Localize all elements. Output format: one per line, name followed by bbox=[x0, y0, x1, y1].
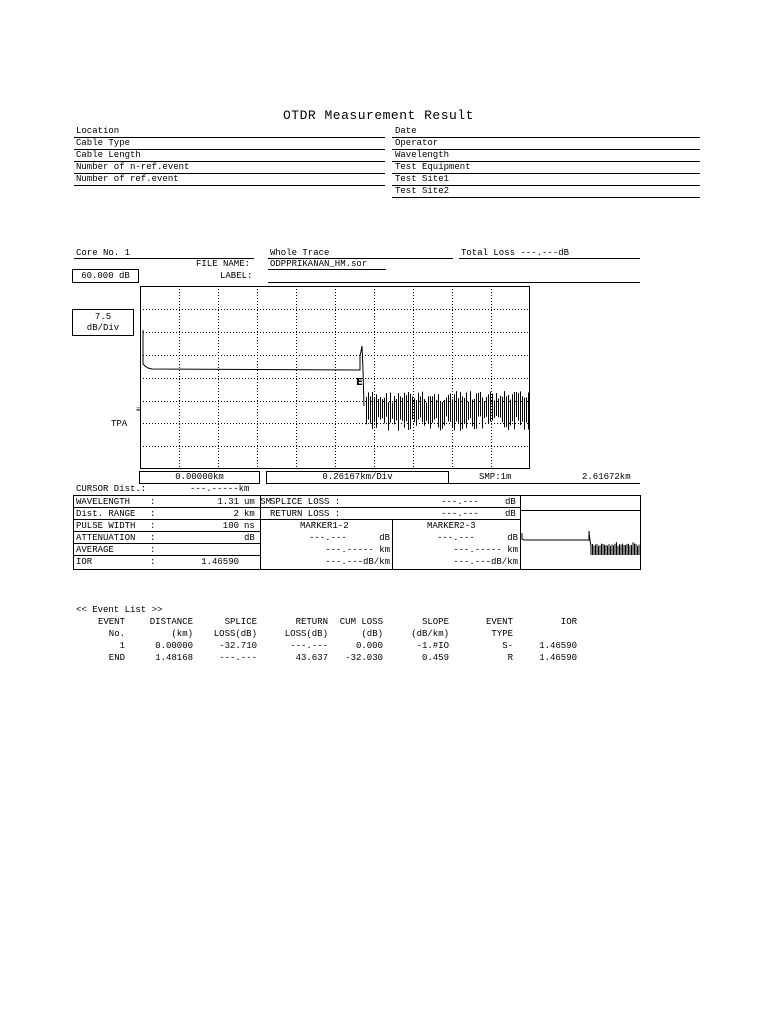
param-label: AVERAGE bbox=[76, 545, 114, 555]
test-site2-label: Test Site2 bbox=[395, 186, 450, 196]
page-title: OTDR Measurement Result bbox=[283, 108, 474, 123]
event-cell: 0.000 bbox=[355, 641, 383, 651]
trace-thumbnail bbox=[521, 511, 641, 569]
otdr-trace-plot bbox=[140, 286, 530, 469]
whole-trace-label: Whole Trace bbox=[270, 248, 330, 258]
cable-length-label: Cable Length bbox=[76, 150, 141, 160]
event-cell: -32.030 bbox=[345, 653, 383, 663]
event-cell: 0.00000 bbox=[155, 641, 193, 651]
noise-floor bbox=[367, 391, 529, 431]
event-cell: SLOPE bbox=[421, 617, 449, 627]
event-cell: LOSS(dB) bbox=[284, 629, 328, 639]
marker-e: E bbox=[356, 377, 363, 388]
scale-box bbox=[72, 309, 134, 336]
event-cell: IOR bbox=[560, 617, 577, 627]
param-label: Dist. RANGE bbox=[76, 509, 136, 519]
marker23-loss: ---.--- dB bbox=[436, 533, 518, 543]
event-cell: END bbox=[108, 653, 125, 663]
ref-event-label: Number of ref.event bbox=[76, 174, 179, 184]
test-equipment-label: Test Equipment bbox=[395, 162, 471, 172]
smp-label: SMP:1m bbox=[479, 472, 512, 482]
param-label: ATTENUATION bbox=[76, 533, 136, 543]
event-cell: DISTANCE bbox=[149, 617, 193, 627]
param-unit: um SM bbox=[244, 497, 272, 507]
event-cell: (dB/km) bbox=[411, 629, 449, 639]
param-colon: : bbox=[150, 545, 156, 555]
param-value: 2 bbox=[233, 509, 239, 519]
cable-type-label: Cable Type bbox=[76, 138, 131, 148]
event-cell: No. bbox=[108, 629, 125, 639]
marker12-distance: ---.----- km bbox=[325, 545, 390, 555]
param-colon: : bbox=[150, 509, 156, 519]
param-unit: dB bbox=[244, 533, 255, 543]
event-cell: ---.--- bbox=[290, 641, 328, 651]
label-label: LABEL: bbox=[220, 271, 253, 281]
param-value: 100 bbox=[222, 521, 239, 531]
param-unit: km bbox=[244, 509, 255, 519]
param-colon: : bbox=[150, 521, 156, 531]
event-cell: 1.48168 bbox=[155, 653, 193, 663]
total-loss: Total Loss ---.---dB bbox=[461, 248, 570, 258]
splice-loss-unit: dB bbox=[505, 497, 516, 507]
n-ref-event-label: Number of n-ref.event bbox=[76, 162, 190, 172]
event-cell: -1.#IO bbox=[416, 641, 449, 651]
event-cell: 43.637 bbox=[295, 653, 328, 663]
tpa-label: TPA bbox=[111, 419, 128, 429]
tpa-tick-icon: ≡ bbox=[136, 406, 141, 415]
scale-unit: dB/Div bbox=[86, 323, 120, 333]
end-distance: 2.61672km bbox=[582, 472, 631, 482]
cursor-dist-value: ---.-----km bbox=[190, 484, 250, 494]
test-site1-label: Test Site1 bbox=[395, 174, 450, 184]
cursor-dist-label: CURSOR Dist.: bbox=[76, 484, 147, 494]
location-label: Location bbox=[76, 126, 120, 136]
return-loss-label: RETURN LOSS : bbox=[270, 509, 341, 519]
event-cell: SPLICE bbox=[224, 617, 257, 627]
splice-loss-value: ---.--- bbox=[441, 497, 479, 507]
param-label: WAVELENGTH bbox=[76, 497, 131, 507]
param-label: IOR bbox=[76, 557, 93, 567]
marker12-slope: ---.---dB/km bbox=[325, 557, 390, 567]
event-cell: 1.46590 bbox=[539, 641, 577, 651]
range-db-box: 60.000 dB bbox=[72, 269, 139, 283]
param-value: 1.46590 bbox=[201, 557, 239, 567]
param-unit: ns bbox=[244, 521, 255, 531]
core-no: Core No. 1 bbox=[76, 248, 131, 258]
marker23-distance: ---.----- km bbox=[453, 545, 518, 555]
operator-label: Operator bbox=[395, 138, 439, 148]
event-cell: -32.710 bbox=[219, 641, 257, 651]
event-cell: S- bbox=[502, 641, 513, 651]
return-loss-value: ---.--- bbox=[441, 509, 479, 519]
event-cell: 0.459 bbox=[421, 653, 449, 663]
param-value: 1.31 bbox=[217, 497, 239, 507]
event-cell: EVENT bbox=[485, 617, 513, 627]
param-colon: : bbox=[150, 497, 156, 507]
div-distance-box: 0.26167km/Div bbox=[266, 471, 449, 484]
param-colon: : bbox=[150, 533, 156, 543]
event-cell: LOSS(dB) bbox=[213, 629, 257, 639]
marker23-title: MARKER2-3 bbox=[427, 521, 476, 531]
event-cell: 1.46590 bbox=[539, 653, 577, 663]
marker23-slope: ---.---dB/km bbox=[453, 557, 518, 567]
event-cell: (km) bbox=[171, 629, 193, 639]
wavelength-label: Wavelength bbox=[395, 150, 450, 160]
param-label: PULSE WIDTH bbox=[76, 521, 136, 531]
event-cell: TYPE bbox=[491, 629, 513, 639]
scale-value: 7.5 bbox=[94, 312, 112, 322]
param-colon: : bbox=[150, 557, 156, 567]
event-cell: 1 bbox=[119, 641, 125, 651]
event-list-title: << Event List >> bbox=[76, 605, 163, 615]
date-label: Date bbox=[395, 126, 417, 136]
trace-line bbox=[143, 330, 364, 406]
start-distance-box: 0.00000km bbox=[139, 471, 260, 484]
plot-grid bbox=[140, 286, 530, 469]
event-cell: ---.--- bbox=[219, 653, 257, 663]
splice-loss-label: SPLICE LOSS : bbox=[270, 497, 341, 507]
event-cell: (dB) bbox=[361, 629, 383, 639]
event-cell: CUM LOSS bbox=[339, 617, 383, 627]
event-cell: R bbox=[507, 653, 513, 663]
marker12-loss: ---.--- dB bbox=[308, 533, 390, 543]
event-cell: RETURN bbox=[295, 617, 328, 627]
event-cell: EVENT bbox=[97, 617, 125, 627]
file-name-label: FILE NAME: bbox=[196, 259, 251, 269]
return-loss-unit: dB bbox=[505, 509, 516, 519]
file-name-value: ODPPRIKANAN_HM.sor bbox=[270, 259, 368, 269]
marker12-title: MARKER1-2 bbox=[300, 521, 349, 531]
